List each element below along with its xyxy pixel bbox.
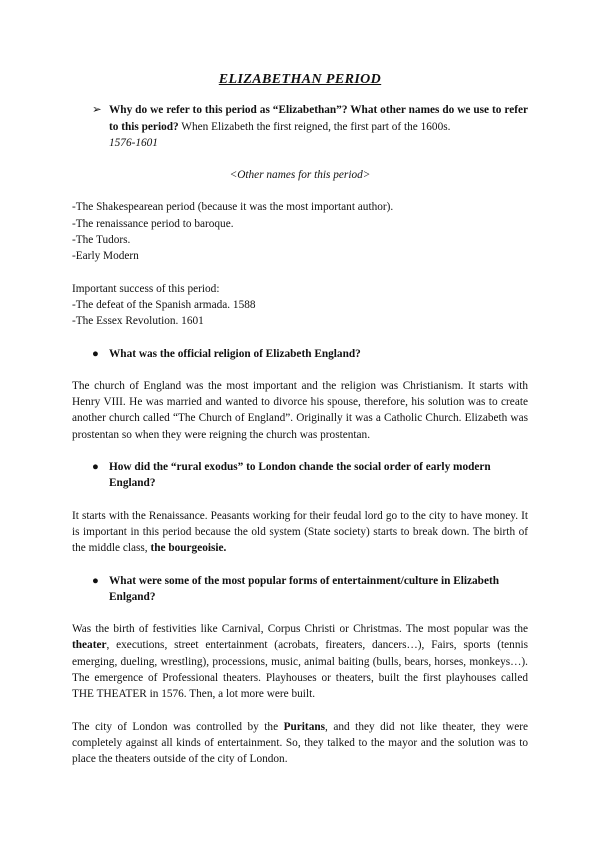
list-item: -The Tudors. (72, 234, 131, 247)
bullet-icon: ● (92, 347, 99, 360)
question-1-dates: 1576-1601 (109, 136, 158, 149)
puritans-text-b: , and they did not like theater, they were completely against all kinds of entertainment. So, they talked to the mayor and the solution was to place the theaters outside of the city of London. (72, 720, 528, 766)
answer-4-bold: theater (72, 639, 107, 652)
success-heading: Important success of this period: (72, 282, 220, 295)
question-2 (72, 346, 528, 362)
answer-3 (72, 508, 528, 557)
other-names-list (72, 199, 528, 264)
list-item: -The Essex Revolution. 1601 (72, 315, 204, 328)
document-page (72, 72, 528, 768)
arrow-bullet-icon: ➢ (92, 104, 102, 117)
answer-3-bold: the bourgeoisie. (150, 542, 227, 555)
answer-3-text: It starts with the Renaissance. Peasants working for their feudal lord go to the city to have money. It is important in this period because the old system (State society) starts to break down. The birth of the middle class, (72, 509, 528, 555)
question-3-text: How did the “rural exodus” to London chande the social order of early modern England? (109, 461, 491, 490)
list-item: -The defeat of the Spanish armada. 1588 (72, 298, 256, 311)
answer-4 (72, 621, 528, 702)
answer-4-text-b: , executions, street entertainment (acrobats, fireaters, dancers…), Fairs, sports (tennis emerging, dueling, wrestling), processions, music, animal baiting (bulls, bears, horses, monkeys…). The emergence of Professional theaters. Playhouses or theaters, built the first playhouses called THE THEATER in 1576. Then, a lot more were built. (72, 639, 528, 701)
puritans-bold: Puritans (283, 720, 326, 733)
success-list (72, 297, 528, 330)
bullet-icon: ● (92, 574, 99, 587)
question-4-text: What were some of the most popular forms of entertainment/culture in Elizabeth Enlgand? (109, 574, 500, 603)
answer-4-text-a: Was the birth of festivities like Carnival, Corpus Christi or Christmas. The most popular was the (72, 623, 528, 636)
question-1 (72, 102, 528, 151)
puritans-paragraph (72, 719, 528, 768)
question-1-text: Why do we refer to this period as “Elizabethan”? What other names do we use to refer to this period? (109, 104, 528, 133)
question-1-answer: When Elizabeth the first reigned, the first part of the 1600s. (178, 120, 451, 133)
other-names-heading: <Other names for this period> (229, 169, 371, 182)
bullet-icon: ● (92, 461, 99, 474)
list-item: -The renaissance period to baroque. (72, 217, 234, 230)
question-2-text: What was the official religion of Elizabeth England? (109, 347, 361, 360)
question-4 (72, 573, 528, 606)
page-title: ELIZABETHAN PERIOD (218, 72, 382, 87)
list-item: -Early Modern (72, 250, 139, 263)
answer-2: The church of England was the most important and the religion was Christianism. It starts with Henry VIII. He was married and wanted to divorce his spouse, therefore, his solution was to create another church called “The Church of England”. Originally it was a Catholic Church. Elizabeth was prostentan so when they were reigning the church was prostentan. (72, 379, 528, 441)
puritans-text-a: The city of London was controlled by the (72, 720, 284, 733)
question-3 (72, 459, 528, 492)
list-item: -The Shakespearean period (because it was the most important author). (72, 201, 394, 214)
